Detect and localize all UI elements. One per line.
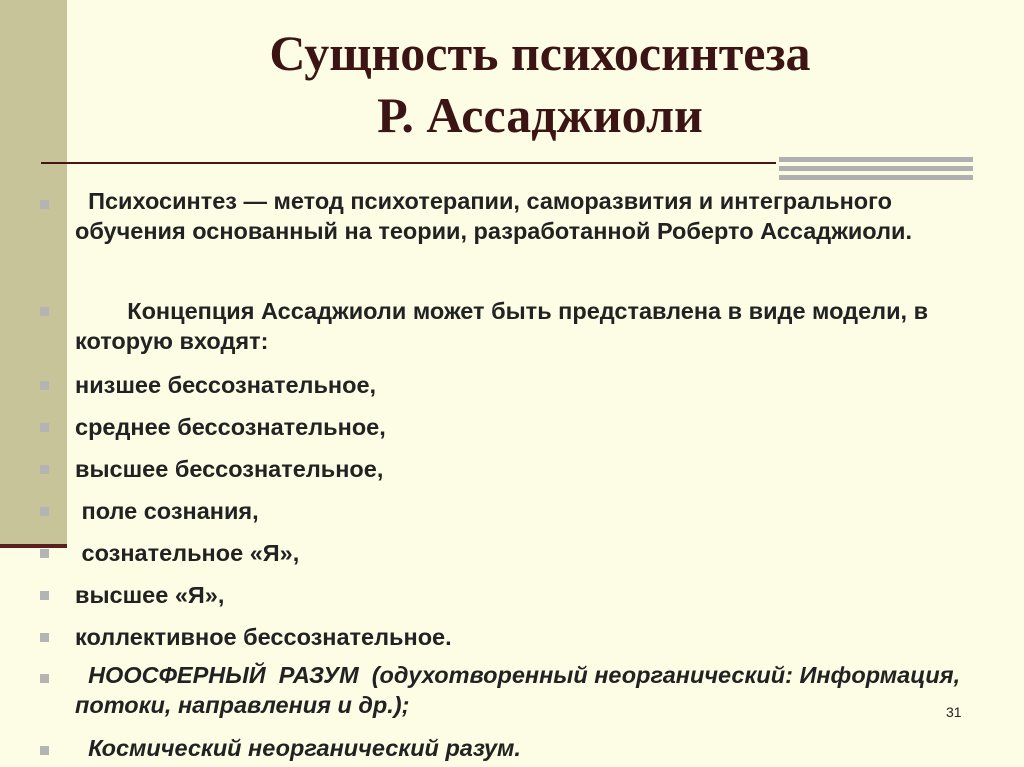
list-item: поле сознания,: [75, 498, 259, 524]
list-item: среднее бессознательное,: [75, 414, 386, 440]
bullet-icon: [40, 549, 49, 558]
bullet-icon: [40, 381, 49, 390]
bullet-icon: [40, 746, 49, 755]
list-item: сознательное «Я»,: [75, 540, 300, 566]
list-item: НООСФЕРНЫЙ РАЗУМ (одухотворенный неорганический: Информация, потоки, направления и др.);: [75, 662, 967, 718]
bullet-icon: [40, 307, 49, 316]
bullet-icon: [40, 674, 49, 683]
bullet-icon: [40, 507, 49, 516]
list-item: Космический неорганический разум.: [75, 735, 521, 761]
list-item: Психосинтез — метод психотерапии, саморазвития и интегрального обучения основанный на теории, разработанной Роберто Ассаджиоли.: [75, 188, 912, 244]
title-line-2: Р. Ассаджиоли: [377, 87, 703, 143]
bullet-icon: [40, 591, 49, 600]
list-item: высшее «Я»,: [75, 582, 225, 608]
bullet-icon: [40, 633, 49, 642]
list-item: высшее бессознательное,: [75, 456, 384, 482]
bullet-icon: [40, 423, 49, 432]
bullet-icon: [40, 465, 49, 474]
page-number: 31: [946, 704, 962, 720]
list-item: низшее бессознательное,: [75, 372, 377, 398]
title-line-1: Сущность психосинтеза: [269, 25, 811, 81]
list-item: коллективное бессознательное.: [75, 624, 452, 650]
bullet-icon: [40, 200, 49, 209]
list-item: Концепция Ассаджиоли может быть представлена в виде модели, в которую входят:: [75, 298, 935, 354]
